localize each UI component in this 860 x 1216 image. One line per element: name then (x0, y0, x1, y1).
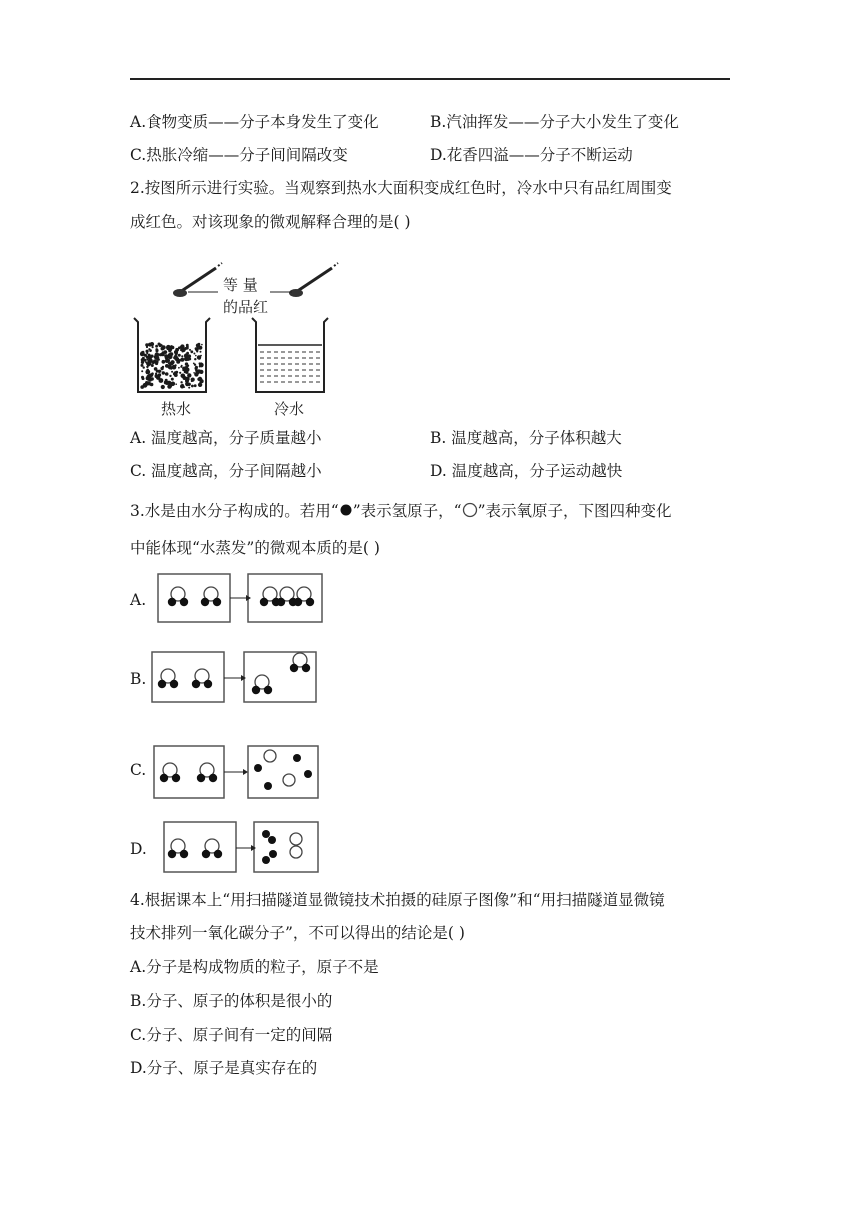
q3-option-b-label[interactable]: B. (130, 670, 147, 688)
hot-water-beaker-icon (134, 318, 210, 392)
q3-option-b-diagram[interactable] (150, 650, 320, 706)
oxygen-atom-icon (462, 502, 478, 518)
q1-option-b[interactable]: B.汽油挥发——分子大小发生了变化 (430, 113, 679, 131)
q3-option-a-label[interactable]: A. (130, 591, 147, 609)
q4-option-c[interactable]: C.分子、原子间有一定的间隔 (130, 1026, 333, 1044)
q3-option-d-label[interactable]: D. (130, 840, 147, 858)
q2-option-d[interactable]: D. 温度越高，分子运动越快 (430, 462, 623, 480)
q2-option-a[interactable]: A. 温度越高，分子质量越小 (130, 429, 322, 447)
figure-label-top: 等 量 (223, 276, 258, 294)
q3-stem-line2: 中能体现“水蒸发”的微观本质的是( ) (130, 539, 380, 557)
q4-stem-line2: 技术排列一氧化碳分子”，不可以得出的结论是( ) (130, 924, 465, 942)
q3-option-d-diagram[interactable] (162, 820, 322, 876)
q4-option-a[interactable]: A.分子是构成物质的粒子，原子不是 (130, 958, 379, 976)
q1-option-c[interactable]: C.热胀冷缩——分子间间隔改变 (130, 146, 348, 164)
q3-stem-line1: 3.水是由水分子构成的。若用“ ”表示氢原子，“ ”表示氧原子，下图四种变化 (130, 502, 672, 520)
q3-option-c-diagram[interactable] (152, 744, 324, 802)
header-rule (130, 78, 730, 80)
cold-water-label: 冷水 (274, 400, 305, 418)
q4-option-d[interactable]: D.分子、原子是真实存在的 (130, 1059, 318, 1077)
q4-option-b[interactable]: B.分子、原子的体积是很小的 (130, 992, 333, 1010)
hydrogen-atom-icon (339, 503, 353, 517)
q1-option-d[interactable]: D.花香四溢——分子不断运动 (430, 146, 633, 164)
figure-label-bottom: 的品红 (223, 298, 269, 316)
cold-water-beaker-icon (252, 318, 328, 392)
q2-stem-line2: 成红色。对该现象的微观解释合理的是( ) (130, 213, 411, 231)
q2-option-b[interactable]: B. 温度越高，分子体积越大 (430, 429, 622, 447)
q3-option-c-label[interactable]: C. (130, 761, 147, 779)
q2-option-c[interactable]: C. 温度越高，分子间隔越小 (130, 462, 322, 480)
q2-beaker-figure (128, 252, 368, 422)
q2-stem-line1: 2.按图所示进行实验。当观察到热水大面积变成红色时，冷水中只有品红周围变 (130, 179, 672, 197)
hot-water-label: 热水 (161, 400, 192, 418)
spoon-right-icon (289, 263, 338, 297)
q3-option-a-diagram[interactable] (156, 572, 326, 626)
q1-option-a[interactable]: A.食物变质——分子本身发生了变化 (130, 113, 379, 131)
q4-stem-line1: 4.根据课本上“用扫描隧道显微镜技术拍摄的硅原子图像”和“用扫描隧道显微镜 (130, 891, 665, 909)
